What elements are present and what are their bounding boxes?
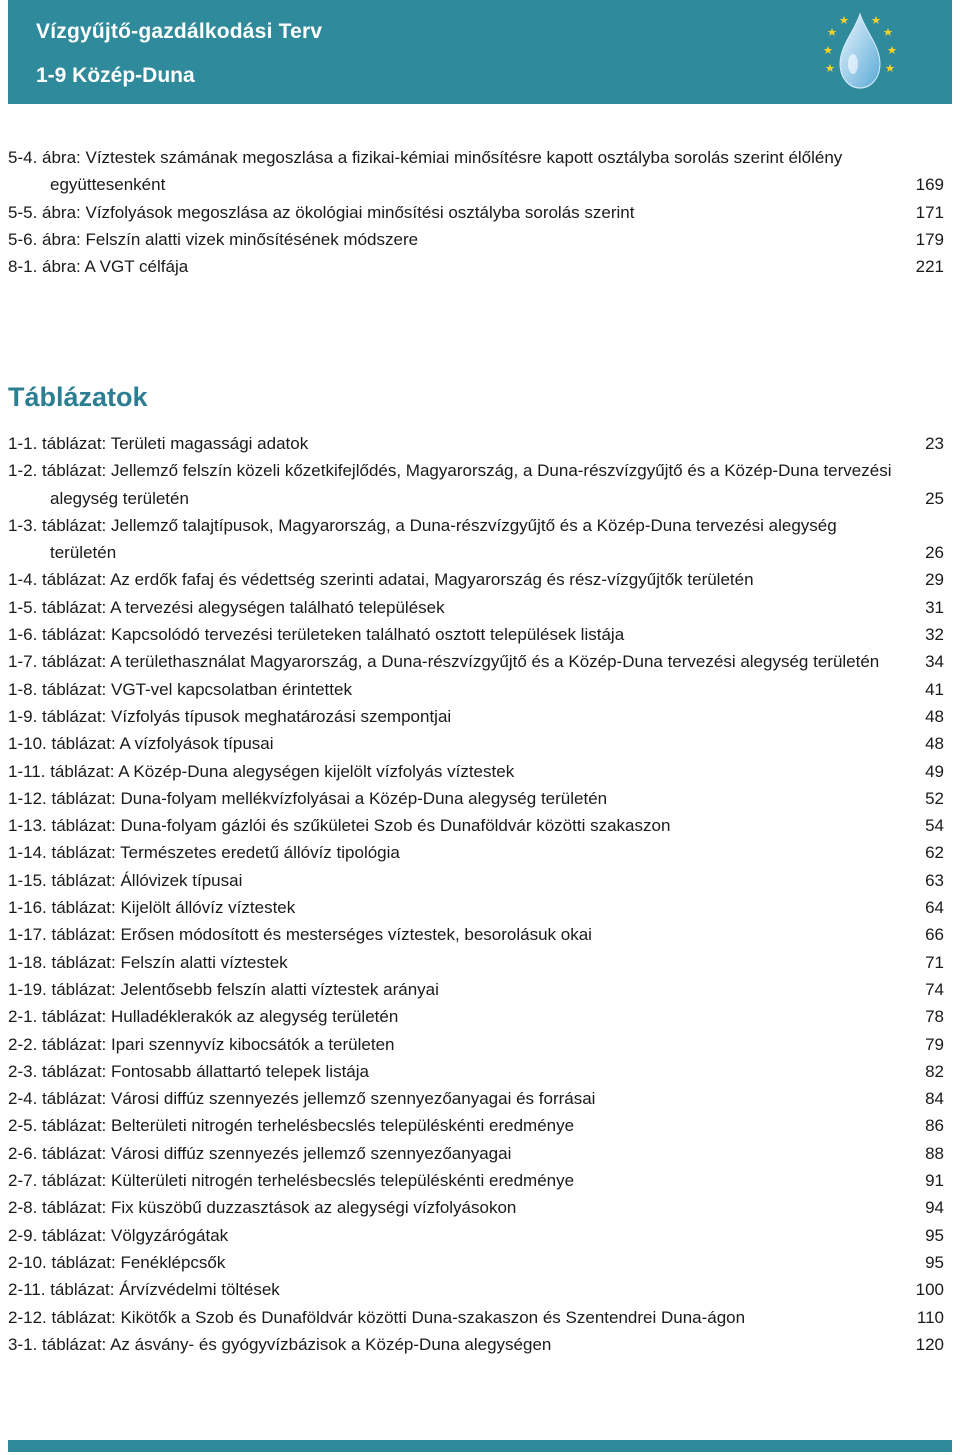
toc-entry-text: 2-12. táblázat: Kikötők a Szob és Dunaföldvár közötti Duna-szakaszon és Szentendrei Duna-ágon (8, 1307, 746, 1327)
toc-entry-page: 48 (925, 706, 944, 726)
toc-entry-text: 2-11. táblázat: Árvízvédelmi töltések (8, 1280, 280, 1300)
toc-entry[interactable] (8, 648, 952, 675)
toc-entry-text: 1-17. táblázat: Erősen módosított és mesterséges víztestek, besorolásuk okai (8, 925, 592, 945)
section-title-tables: Táblázatok (8, 382, 148, 412)
toc-entry[interactable] (8, 703, 952, 730)
toc-entry-text: 1-8. táblázat: VGT-vel kapcsolatban érintettek (8, 679, 352, 699)
toc-entry-page: 79 (925, 1034, 944, 1054)
toc-entry-page: 25 (925, 488, 944, 508)
toc-entry-text: 1-5. táblázat: A tervezési alegységen található települések (8, 597, 445, 617)
toc-entry[interactable] (8, 812, 952, 839)
toc-entry-text: 1-6. táblázat: Kapcsolódó tervezési területeken található osztott települések listája (8, 625, 625, 645)
toc-entry-page: 86 (925, 1116, 944, 1136)
toc-entry-text: 1-4. táblázat: Az erdők fafaj és védettség szerinti adatai, Magyarország és rész-vízgyűjtők területén (8, 570, 754, 590)
toc-entry-text: 5-5. ábra: Vízfolyások megoszlása az ökológiai minősítési osztályba sorolás szerint (8, 202, 635, 222)
toc-entry[interactable] (8, 1031, 952, 1058)
toc-entry-page: 74 (925, 979, 944, 999)
toc-entry-text: 1-16. táblázat: Kijelölt állóvíz víztestek (8, 898, 296, 918)
document-title: Vízgyűjtő-gazdálkodási Terv (36, 20, 323, 43)
toc-entry[interactable] (8, 1085, 952, 1112)
toc-entry[interactable] (8, 1194, 952, 1221)
toc-entry-page: 48 (925, 734, 944, 754)
toc-entry-page: 62 (925, 843, 944, 863)
water-drop-logo-icon (820, 6, 900, 96)
toc-entry-page: 88 (925, 1143, 944, 1163)
toc-entry-text: 1-2. táblázat: Jellemző felszín közeli kőzetkifejlődés, Magyarország, a Duna-részvízgyűjtő és a Közép-Duna tervezési alegység területén (8, 461, 892, 508)
toc-entry[interactable] (8, 758, 952, 785)
toc-entry-text: 8-1. ábra: A VGT célfája (8, 257, 189, 277)
toc-entry-text: 1-15. táblázat: Állóvizek típusai (8, 870, 243, 890)
toc-entry-text: 2-2. táblázat: Ipari szennyvíz kibocsátók a területen (8, 1034, 395, 1054)
toc-entry-text: 2-5. táblázat: Belterületi nitrogén terhelésbecslés településkénti eredménye (8, 1116, 575, 1136)
toc-entry-text: 1-14. táblázat: Természetes eredetű állóvíz tipológia (8, 843, 400, 863)
toc-entry-text: 1-10. táblázat: A vízfolyások típusai (8, 734, 274, 754)
toc-entry-page: 29 (925, 570, 944, 590)
toc-entry-text: 1-11. táblázat: A Közép-Duna alegységen kijelölt vízfolyás víztestek (8, 761, 515, 781)
footer-bar (8, 1440, 952, 1452)
toc-entry[interactable] (8, 1112, 952, 1139)
toc-entry-text: 2-8. táblázat: Fix küszöbű duzzasztások az alegységi vízfolyásokon (8, 1198, 517, 1218)
toc-entry-page: 66 (925, 925, 944, 945)
toc-entry[interactable] (8, 839, 952, 866)
toc-entry[interactable] (8, 1167, 952, 1194)
toc-entry-page: 82 (925, 1061, 944, 1081)
toc-entry-page: 52 (925, 788, 944, 808)
figure-list (8, 144, 952, 280)
toc-entry-page: 95 (925, 1225, 944, 1245)
toc-entry[interactable] (8, 199, 952, 226)
toc-entry-page: 63 (925, 870, 944, 890)
toc-entry[interactable] (8, 430, 952, 457)
toc-entry[interactable] (8, 1058, 952, 1085)
toc-entry-page: 78 (925, 1007, 944, 1027)
toc-entry-page: 41 (925, 679, 944, 699)
toc-entry[interactable] (8, 867, 952, 894)
toc-entry-text: 1-13. táblázat: Duna-folyam gázlói és szűkületei Szob és Dunaföldvár közötti szakaszon (8, 816, 671, 836)
toc-entry-page: 91 (925, 1171, 944, 1191)
toc-entry-text: 2-3. táblázat: Fontosabb állattartó telepek listája (8, 1061, 369, 1081)
toc-entry-page: 71 (925, 952, 944, 972)
toc-entry-page: 49 (925, 761, 944, 781)
toc-entry-text: 2-10. táblázat: Fenéklépcsők (8, 1252, 226, 1272)
toc-entry-text: 1-7. táblázat: A területhasználat Magyarország, a Duna-részvízgyűjtő és a Közép-Duna tervezési alegység területén (8, 652, 880, 672)
toc-entry-page: 95 (925, 1252, 944, 1272)
toc-entry[interactable] (8, 1304, 952, 1331)
toc-entry-page: 100 (915, 1280, 944, 1300)
toc-entry[interactable] (8, 730, 952, 757)
toc-entry[interactable] (8, 785, 952, 812)
toc-entry[interactable] (8, 144, 952, 199)
toc-entry-page: 23 (925, 434, 944, 453)
toc-entry[interactable] (8, 457, 952, 512)
toc-entry-page: 34 (925, 652, 944, 672)
toc-entry[interactable] (8, 1331, 952, 1358)
toc-entry-page: 221 (915, 257, 944, 277)
toc-entry-page: 120 (915, 1334, 944, 1354)
toc-entry[interactable] (8, 1140, 952, 1167)
toc-entry[interactable] (8, 253, 952, 280)
page-header (8, 0, 952, 104)
toc-entry-page: 94 (925, 1198, 944, 1218)
toc-entry-text: 1-3. táblázat: Jellemző talajtípusok, Magyarország, a Duna-részvízgyűjtő és a Közép-Duna tervezési alegység területén (8, 515, 837, 563)
toc-entry[interactable] (8, 976, 952, 1003)
toc-entry-text: 1-9. táblázat: Vízfolyás típusok meghatározási szempontjai (8, 706, 452, 726)
toc-entry-text: 2-6. táblázat: Városi diffúz szennyezés jellemző szennyezőanyagai (8, 1143, 512, 1163)
toc-entry[interactable] (8, 226, 952, 253)
toc-entry-page: 84 (925, 1089, 944, 1109)
toc-entry-page: 32 (925, 625, 944, 645)
toc-entry[interactable] (8, 949, 952, 976)
toc-entry[interactable] (8, 1249, 952, 1276)
toc-entry-text: 1-1. táblázat: Területi magassági adatok (8, 434, 309, 453)
toc-entry[interactable] (8, 1222, 952, 1249)
toc-entry[interactable] (8, 1003, 952, 1030)
table-list (8, 430, 952, 1358)
toc-entry[interactable] (8, 894, 952, 921)
toc-entry-text: 5-6. ábra: Felszín alatti vizek minősítésének módszere (8, 229, 419, 249)
toc-entry-text: 2-1. táblázat: Hulladéklerakók az alegység területén (8, 1007, 399, 1027)
toc-entry-page: 54 (925, 816, 944, 836)
document-subtitle: 1-9 Közép-Duna (36, 64, 195, 87)
toc-entry[interactable] (8, 921, 952, 948)
toc-entry-text: 5-4. ábra: Víztestek számának megoszlása a fizikai-kémiai minősítésre kapott osztályba sorolás szerint élőlény együttesenként (8, 148, 843, 195)
toc-entry-text: 2-7. táblázat: Külterületi nitrogén terhelésbecslés településkénti eredménye (8, 1171, 575, 1191)
toc-entry-page: 179 (915, 229, 944, 249)
toc-entry-page: 171 (915, 202, 944, 222)
toc-entry[interactable] (8, 512, 952, 567)
toc-entry-text: 1-18. táblázat: Felszín alatti víztestek (8, 952, 288, 972)
toc-entry[interactable] (8, 1276, 952, 1303)
toc-entry-text: 2-4. táblázat: Városi diffúz szennyezés jellemző szennyezőanyagai és forrásai (8, 1089, 596, 1109)
toc-entry-text: 2-9. táblázat: Völgyzárógátak (8, 1225, 229, 1245)
toc-entry[interactable] (8, 676, 952, 703)
toc-entry-page: 169 (915, 175, 944, 195)
toc-entry[interactable] (8, 566, 952, 593)
toc-entry-page: 110 (916, 1307, 944, 1327)
toc-entry-text: 3-1. táblázat: Az ásvány- és gyógyvízbázisok a Közép-Duna alegységen (8, 1334, 552, 1354)
toc-entry-text: 1-19. táblázat: Jelentősebb felszín alatti víztestek arányai (8, 979, 439, 999)
toc-entry-page: 26 (925, 543, 944, 563)
toc-entry[interactable] (8, 621, 952, 648)
toc-entry-page: 64 (925, 898, 944, 918)
toc-entry-page: 31 (925, 597, 944, 617)
toc-entry[interactable] (8, 594, 952, 621)
toc-entry-text: 1-12. táblázat: Duna-folyam mellékvízfolyásai a Közép-Duna alegység területén (8, 788, 608, 808)
